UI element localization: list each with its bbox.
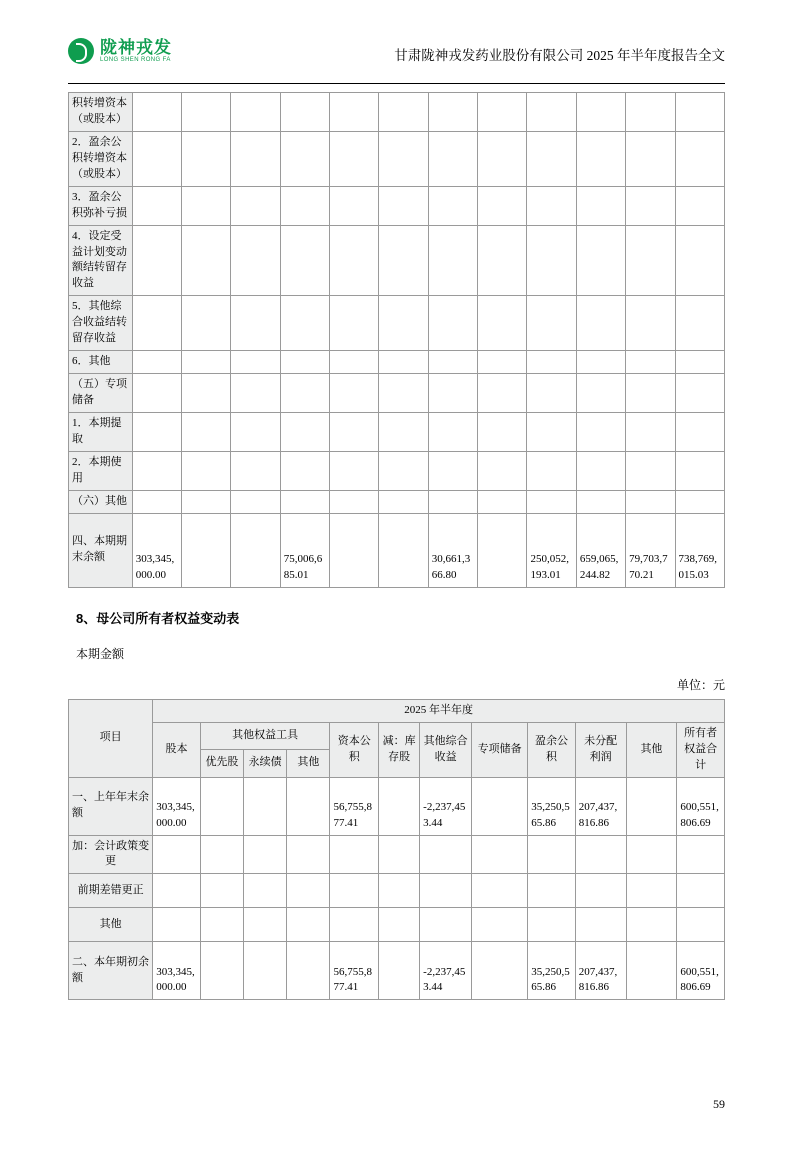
cell xyxy=(576,131,625,186)
cell xyxy=(626,490,675,513)
cell xyxy=(478,131,527,186)
cell xyxy=(626,874,677,908)
cell xyxy=(132,296,181,351)
cell xyxy=(132,225,181,296)
cell: 600,551,806.69 xyxy=(677,942,725,1000)
cell xyxy=(379,942,420,1000)
col-header-perpetual-bonds: 永续债 xyxy=(244,750,287,777)
cell xyxy=(677,835,725,874)
cell xyxy=(478,225,527,296)
equity-change-table-continued xyxy=(68,92,725,588)
cell xyxy=(478,490,527,513)
table-row xyxy=(69,490,725,513)
row-label: 4．设定受益计划变动额结转留存收益 xyxy=(69,225,133,296)
cell xyxy=(420,835,472,874)
col-header-period: 2025 年半年度 xyxy=(153,699,725,722)
col-header-other-equity-instruments: 其他权益工具 xyxy=(200,722,330,749)
table-row xyxy=(69,93,725,132)
cell xyxy=(478,413,527,452)
cell xyxy=(478,374,527,413)
cell xyxy=(428,225,477,296)
cell: 659,065,244.82 xyxy=(576,513,625,587)
logo-text xyxy=(100,39,172,63)
cell xyxy=(330,186,379,225)
cell xyxy=(420,874,472,908)
table-row xyxy=(69,908,725,942)
cell: 35,250,565.86 xyxy=(528,777,576,835)
cell xyxy=(527,490,576,513)
cell xyxy=(478,296,527,351)
period-note: 本期金额 xyxy=(76,646,125,661)
cell xyxy=(200,908,243,942)
cell xyxy=(182,225,231,296)
cell xyxy=(379,93,428,132)
cell xyxy=(231,296,280,351)
cell xyxy=(379,490,428,513)
cell xyxy=(200,835,243,874)
col-header-other-comprehensive-income: 其他综合收益 xyxy=(420,722,472,777)
cell: 79,703,770.21 xyxy=(626,513,675,587)
cell xyxy=(280,186,329,225)
col-header-other: 其他 xyxy=(626,722,677,777)
cell xyxy=(379,374,428,413)
cell: 303,345,000.00 xyxy=(153,777,201,835)
cell xyxy=(527,225,576,296)
cell xyxy=(527,413,576,452)
cell xyxy=(626,296,675,351)
cell xyxy=(478,186,527,225)
cell: -2,237,453.44 xyxy=(420,777,472,835)
cell xyxy=(231,451,280,490)
cell xyxy=(182,374,231,413)
cell xyxy=(677,874,725,908)
cell xyxy=(379,186,428,225)
cell xyxy=(528,874,576,908)
row-label: 前期差错更正 xyxy=(69,874,153,908)
cell xyxy=(244,835,287,874)
row-label: 6．其他 xyxy=(69,351,133,374)
cell xyxy=(244,874,287,908)
cell xyxy=(231,131,280,186)
row-label: 一、上年年末余额 xyxy=(69,777,153,835)
cell xyxy=(675,490,724,513)
cell xyxy=(231,186,280,225)
cell xyxy=(153,835,201,874)
cell: 207,437,816.86 xyxy=(575,942,626,1000)
cell xyxy=(280,451,329,490)
cell xyxy=(527,351,576,374)
cell xyxy=(330,225,379,296)
cell xyxy=(472,874,528,908)
col-header-treasury-stock: 减：库存股 xyxy=(379,722,420,777)
header-row-period xyxy=(69,699,725,722)
cell xyxy=(576,296,625,351)
cell xyxy=(576,374,625,413)
cell xyxy=(428,374,477,413)
cell xyxy=(153,908,201,942)
cell xyxy=(478,93,527,132)
cell xyxy=(379,296,428,351)
cell xyxy=(428,93,477,132)
cell xyxy=(379,351,428,374)
cell: 600,551,806.69 xyxy=(677,777,725,835)
cell xyxy=(200,777,243,835)
cell xyxy=(182,186,231,225)
cell xyxy=(626,413,675,452)
logo-english-name: LONG SHEN RONG FA xyxy=(100,56,171,63)
cell xyxy=(153,874,201,908)
cell xyxy=(428,186,477,225)
table-row xyxy=(69,131,725,186)
cell xyxy=(575,908,626,942)
row-label: （六）其他 xyxy=(69,490,133,513)
cell xyxy=(132,186,181,225)
cell xyxy=(280,490,329,513)
cell: -2,237,453.44 xyxy=(420,942,472,1000)
cell xyxy=(527,374,576,413)
cell xyxy=(626,451,675,490)
cell xyxy=(132,93,181,132)
cell xyxy=(244,777,287,835)
cell xyxy=(527,451,576,490)
cell xyxy=(132,374,181,413)
table-row xyxy=(69,351,725,374)
cell xyxy=(428,490,477,513)
table-row xyxy=(69,186,725,225)
cell xyxy=(626,374,675,413)
cell xyxy=(280,93,329,132)
cell xyxy=(280,374,329,413)
cell xyxy=(626,908,677,942)
unit-note: 单位：元 xyxy=(676,677,725,692)
cell xyxy=(428,451,477,490)
cell xyxy=(575,874,626,908)
cell xyxy=(330,93,379,132)
cell: 207,437,816.86 xyxy=(575,777,626,835)
cell xyxy=(330,131,379,186)
cell xyxy=(379,777,420,835)
cell xyxy=(379,131,428,186)
col-header-preferred-shares: 优先股 xyxy=(200,750,243,777)
cell xyxy=(132,451,181,490)
row-label: 四、本期期末余额 xyxy=(69,513,133,587)
cell xyxy=(379,874,420,908)
cell xyxy=(231,413,280,452)
cell xyxy=(576,413,625,452)
cell xyxy=(330,490,379,513)
table-row xyxy=(69,874,725,908)
cell xyxy=(626,351,675,374)
cell xyxy=(575,835,626,874)
cell: 56,755,877.41 xyxy=(330,777,379,835)
cell xyxy=(626,777,677,835)
cell xyxy=(675,186,724,225)
row-label: 积转增资本（或股本） xyxy=(69,93,133,132)
cell xyxy=(330,374,379,413)
cell xyxy=(420,908,472,942)
cell xyxy=(379,513,428,587)
col-header-other-instrument: 其他 xyxy=(287,750,330,777)
cell xyxy=(527,186,576,225)
cell xyxy=(182,296,231,351)
cell xyxy=(182,413,231,452)
cell: 250,052,193.01 xyxy=(527,513,576,587)
row-label: （五）专项储备 xyxy=(69,374,133,413)
table-row xyxy=(69,777,725,835)
cell xyxy=(428,296,477,351)
col-header-surplus-reserve: 盈余公积 xyxy=(528,722,576,777)
cell xyxy=(472,777,528,835)
cell xyxy=(182,131,231,186)
cell xyxy=(576,225,625,296)
cell xyxy=(478,451,527,490)
cell xyxy=(626,835,677,874)
table-row xyxy=(69,942,725,1000)
cell xyxy=(330,513,379,587)
cell xyxy=(182,351,231,374)
cell xyxy=(132,413,181,452)
col-header-undistributed-profit: 未分配利润 xyxy=(575,722,626,777)
cell xyxy=(379,451,428,490)
cell xyxy=(200,942,243,1000)
table-row xyxy=(69,225,725,296)
cell xyxy=(132,490,181,513)
row-label: 二、本年期初余额 xyxy=(69,942,153,1000)
col-header-capital-reserve: 资本公积 xyxy=(330,722,379,777)
section-title: 8、母公司所有者权益变动表 xyxy=(76,610,240,626)
cell xyxy=(472,908,528,942)
cell xyxy=(675,374,724,413)
cell xyxy=(280,225,329,296)
cell xyxy=(182,513,231,587)
cell xyxy=(626,93,675,132)
logo-chinese-name: 陇神戎发 xyxy=(100,37,172,57)
cell xyxy=(528,908,576,942)
cell xyxy=(626,225,675,296)
col-header-total-equity: 所有者权益合计 xyxy=(677,722,725,777)
cell: 303,345,000.00 xyxy=(132,513,181,587)
cell xyxy=(330,351,379,374)
cell xyxy=(677,908,725,942)
cell: 56,755,877.41 xyxy=(330,942,379,1000)
cell xyxy=(231,351,280,374)
cell xyxy=(280,351,329,374)
cell xyxy=(330,413,379,452)
cell xyxy=(287,835,330,874)
header-divider xyxy=(68,83,725,84)
cell xyxy=(675,413,724,452)
row-label: 2．盈余公积转增资本（或股本） xyxy=(69,131,133,186)
cell xyxy=(330,874,379,908)
cell xyxy=(280,413,329,452)
table-row xyxy=(69,374,725,413)
cell xyxy=(231,490,280,513)
cell xyxy=(231,374,280,413)
cell xyxy=(675,451,724,490)
cell xyxy=(428,351,477,374)
document-page xyxy=(0,32,793,1154)
row-label: 加：会计政策变更 xyxy=(69,835,153,874)
cell: 75,006,685.01 xyxy=(280,513,329,587)
cell xyxy=(330,451,379,490)
logo-icon xyxy=(68,38,94,64)
page-number: 59 xyxy=(713,1097,725,1111)
cell xyxy=(200,874,243,908)
cell: 30,661,366.80 xyxy=(428,513,477,587)
company-logo xyxy=(68,38,172,64)
cell xyxy=(330,908,379,942)
cell xyxy=(576,93,625,132)
cell xyxy=(576,451,625,490)
cell xyxy=(527,296,576,351)
cell xyxy=(472,835,528,874)
cell xyxy=(182,93,231,132)
table-head xyxy=(69,699,725,777)
table-row xyxy=(69,296,725,351)
cell xyxy=(675,93,724,132)
table-body xyxy=(69,93,725,588)
cell xyxy=(379,908,420,942)
cell xyxy=(231,225,280,296)
cell xyxy=(231,93,280,132)
cell xyxy=(527,131,576,186)
table-row xyxy=(69,835,725,874)
cell xyxy=(576,186,625,225)
cell xyxy=(626,131,675,186)
parent-owners-equity-table xyxy=(68,699,725,1001)
header-title: 甘肃陇神戎发药业股份有限公司 2025 年半年度报告全文 xyxy=(394,48,725,63)
cell xyxy=(280,131,329,186)
row-label: 5．其他综合收益结转留存收益 xyxy=(69,296,133,351)
cell xyxy=(528,835,576,874)
cell xyxy=(626,942,677,1000)
cell xyxy=(472,942,528,1000)
cell xyxy=(379,413,428,452)
cell xyxy=(379,225,428,296)
cell xyxy=(675,131,724,186)
cell xyxy=(428,131,477,186)
cell xyxy=(287,942,330,1000)
cell xyxy=(478,513,527,587)
row-label: 其他 xyxy=(69,908,153,942)
cell xyxy=(576,351,625,374)
cell xyxy=(132,351,181,374)
cell xyxy=(527,93,576,132)
cell xyxy=(132,131,181,186)
cell xyxy=(287,777,330,835)
col-header-item: 项目 xyxy=(69,699,153,777)
cell xyxy=(182,490,231,513)
cell: 303,345,000.00 xyxy=(153,942,201,1000)
table-row xyxy=(69,413,725,452)
col-header-share-capital: 股本 xyxy=(153,722,201,777)
cell xyxy=(675,296,724,351)
row-label: 1．本期提取 xyxy=(69,413,133,452)
cell xyxy=(182,451,231,490)
cell xyxy=(675,351,724,374)
table-row xyxy=(69,451,725,490)
cell xyxy=(626,186,675,225)
cell xyxy=(244,908,287,942)
cell: 35,250,565.86 xyxy=(528,942,576,1000)
table-body xyxy=(69,777,725,1000)
cell xyxy=(287,874,330,908)
cell xyxy=(280,296,329,351)
cell xyxy=(478,351,527,374)
cell: 738,769,015.03 xyxy=(675,513,724,587)
cell xyxy=(576,490,625,513)
cell xyxy=(428,413,477,452)
table-row-total xyxy=(69,513,725,587)
cell xyxy=(231,513,280,587)
cell xyxy=(330,835,379,874)
row-label: 3．盈余公积弥补亏损 xyxy=(69,186,133,225)
cell xyxy=(287,908,330,942)
row-label: 2．本期使用 xyxy=(69,451,133,490)
col-header-special-reserve: 专项储备 xyxy=(472,722,528,777)
header-row-group xyxy=(69,722,725,749)
cell xyxy=(330,296,379,351)
cell xyxy=(379,835,420,874)
cell xyxy=(244,942,287,1000)
cell xyxy=(675,225,724,296)
page-header xyxy=(68,32,725,84)
